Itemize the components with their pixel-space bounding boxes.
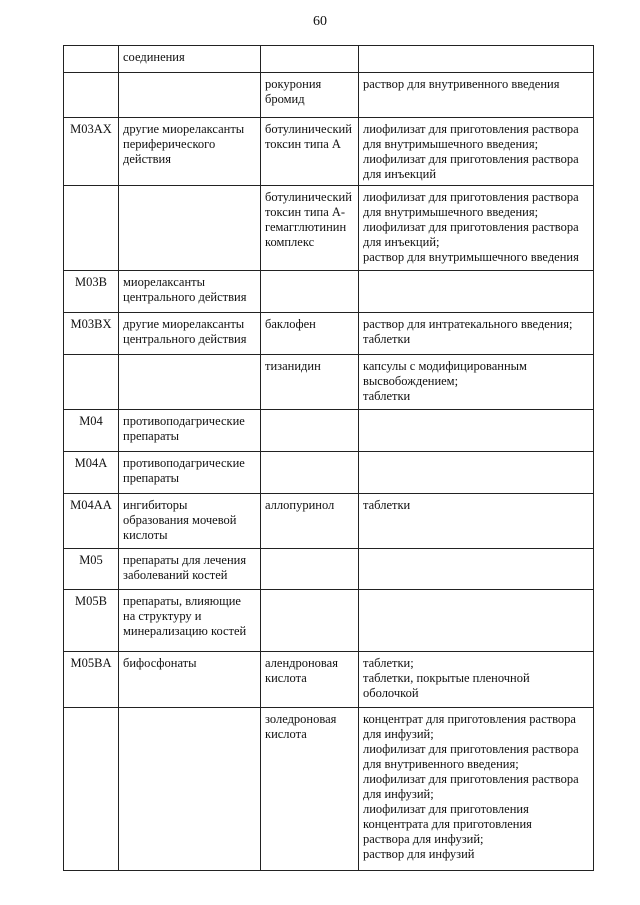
anatomical-therapeutic-group-cell <box>119 186 261 271</box>
table-row <box>64 708 594 871</box>
drug-name-cell <box>261 410 359 452</box>
dosage-form-cell: таблетки <box>359 494 594 549</box>
drug-name-cell: рокурония бромид <box>261 73 359 118</box>
dosage-form-cell <box>359 549 594 590</box>
drug-name-cell: золедроновая кислота <box>261 708 359 871</box>
dosage-form-cell: раствор для внутривенного введения <box>359 73 594 118</box>
atc-code-cell <box>64 355 119 410</box>
atc-code-cell: M03BX <box>64 313 119 355</box>
atc-code-cell: M04 <box>64 410 119 452</box>
dosage-form-cell <box>359 590 594 652</box>
dosage-form-cell <box>359 452 594 494</box>
anatomical-therapeutic-group-cell <box>119 708 261 871</box>
drug-name-cell: ботулинический токсин типа А <box>261 118 359 186</box>
anatomical-therapeutic-group-cell: ингибиторы образования мочевой кислоты <box>119 494 261 549</box>
anatomical-therapeutic-group-cell <box>119 73 261 118</box>
atc-code-cell: M05BA <box>64 652 119 708</box>
atc-code-cell <box>64 73 119 118</box>
anatomical-therapeutic-group-cell: другие миорелаксанты центрального действия <box>119 313 261 355</box>
dosage-form-cell <box>359 271 594 313</box>
anatomical-therapeutic-group-cell <box>119 355 261 410</box>
atc-code-cell: M05B <box>64 590 119 652</box>
table-row <box>64 494 594 549</box>
drug-table <box>63 45 594 871</box>
drug-name-cell <box>261 590 359 652</box>
atc-code-cell <box>64 708 119 871</box>
table-row <box>64 549 594 590</box>
table-row <box>64 355 594 410</box>
atc-code-cell: M03AX <box>64 118 119 186</box>
anatomical-therapeutic-group-cell: препараты для лечения заболеваний костей <box>119 549 261 590</box>
atc-code-cell <box>64 186 119 271</box>
drug-name-cell <box>261 271 359 313</box>
table-row <box>64 46 594 73</box>
anatomical-therapeutic-group-cell: противоподагрические препараты <box>119 410 261 452</box>
atc-code-cell <box>64 46 119 73</box>
atc-code-cell: M04A <box>64 452 119 494</box>
anatomical-therapeutic-group-cell: бифосфонаты <box>119 652 261 708</box>
drug-name-cell: аллопуринол <box>261 494 359 549</box>
table-row <box>64 186 594 271</box>
table-row <box>64 118 594 186</box>
atc-code-cell: M03B <box>64 271 119 313</box>
dosage-form-cell: лиофилизат для приготовления раствора для внутримышечного введения; лиофилизат для приготовления раствора для инъекций; раствор для внутримышечного введения <box>359 186 594 271</box>
table-row <box>64 73 594 118</box>
anatomical-therapeutic-group-cell: соединения <box>119 46 261 73</box>
anatomical-therapeutic-group-cell: препараты, влияющие на структуру и минерализацию костей <box>119 590 261 652</box>
anatomical-therapeutic-group-cell: миорелаксанты центрального действия <box>119 271 261 313</box>
drug-name-cell: ботулинический токсин типа А- гемагглютинин комплекс <box>261 186 359 271</box>
dosage-form-cell: капсулы с модифицированным высвобождением; таблетки <box>359 355 594 410</box>
anatomical-therapeutic-group-cell: другие миорелаксанты периферического действия <box>119 118 261 186</box>
dosage-form-cell: концентрат для приготовления раствора для инфузий; лиофилизат для приготовления раствора для внутривенного введения; лиофилизат для приготовления раствора для инфузий; лиофилизат для приготовления концентрата для приготовления раствора для инфузий; раствор для инфузий <box>359 708 594 871</box>
table-row <box>64 271 594 313</box>
dosage-form-cell <box>359 46 594 73</box>
drug-name-cell <box>261 452 359 494</box>
drug-name-cell: баклофен <box>261 313 359 355</box>
drug-name-cell <box>261 549 359 590</box>
table-body <box>64 46 594 871</box>
anatomical-therapeutic-group-cell: противоподагрические препараты <box>119 452 261 494</box>
drug-name-cell: алендроновая кислота <box>261 652 359 708</box>
dosage-form-cell: раствор для интратекального введения; таблетки <box>359 313 594 355</box>
page-number: 60 <box>313 14 327 29</box>
table-row <box>64 590 594 652</box>
table-row <box>64 652 594 708</box>
table-row <box>64 452 594 494</box>
table-row <box>64 410 594 452</box>
atc-code-cell: M04AA <box>64 494 119 549</box>
table-row <box>64 313 594 355</box>
dosage-form-cell: лиофилизат для приготовления раствора для внутримышечного введения; лиофилизат для приготовления раствора для инъекций <box>359 118 594 186</box>
atc-code-cell: M05 <box>64 549 119 590</box>
drug-name-cell: тизанидин <box>261 355 359 410</box>
dosage-form-cell <box>359 410 594 452</box>
dosage-form-cell: таблетки; таблетки, покрытые пленочной оболочкой <box>359 652 594 708</box>
drug-name-cell <box>261 46 359 73</box>
